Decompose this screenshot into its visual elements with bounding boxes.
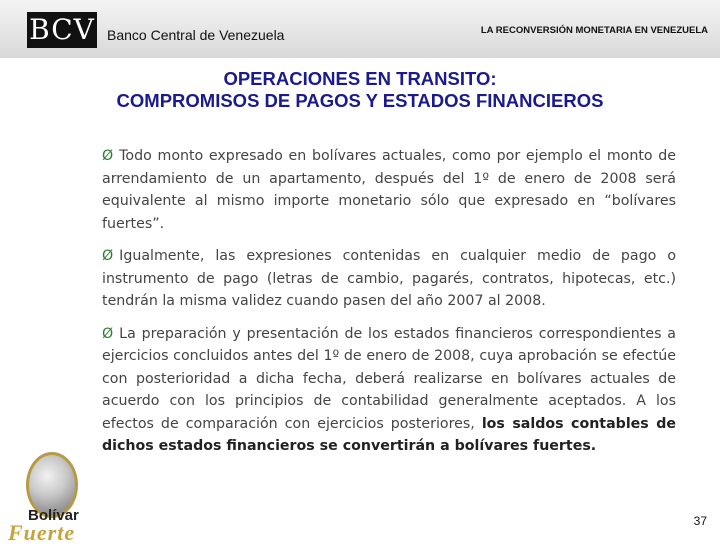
presentation-title: LA RECONVERSIÓN MONETARIA EN VENEZUELA: [480, 25, 708, 36]
bank-name: Banco Central de Venezuela: [107, 27, 285, 43]
bullet-paragraph-2: [102, 245, 676, 313]
bullet-list: [102, 145, 676, 468]
bullet-text-2: Igualmente, las expresiones contenidas en cualquier medio de pago o instrumento de pago (letras de cambio, pagarés, contratos, hipotecas, etc.) tendrán la misma validez cuando pasen del año 2007 al 2008.: [102, 248, 676, 309]
brand-label-bolivar: Bolívar: [28, 507, 79, 524]
brand-label-fuerte: Fuerte: [8, 520, 76, 545]
slide-title-line1: OPERACIONES EN TRANSITO:: [223, 68, 497, 89]
page-number: 37: [693, 514, 707, 528]
slide-title: [0, 68, 720, 112]
bullet-paragraph-3: [102, 323, 676, 458]
arrow-bullet-icon: Ø: [102, 148, 114, 164]
bullet-paragraph-1: [102, 145, 676, 235]
bullet-text-3-bold: los saldos contables de dichos estados financieros se convertirán a bolívares fuertes.: [102, 415, 677, 454]
arrow-bullet-icon: Ø: [102, 248, 114, 264]
bullet-text-1: Todo monto expresado en bolívares actuales, como por ejemplo el monto de arrendamiento de un apartamento, después del 1º de enero de 2008 será equivalente al mismo importe monetario sólo que expresado en “bolívares fuertes”.: [102, 148, 676, 232]
bcv-logo: BCV: [27, 12, 97, 48]
bullet-text-3: La preparación y presentación de los estados financieros correspondientes a ejercicios concluidos antes del 1º de enero de 2008, cuya aprobación se efectúe con posterioridad a dicha fecha, deberá realizarse en bolívares actuales de acuerdo con los principios de contabilidad generalmente aceptados. A los efectos de comparación con ejercicios posteriores,: [102, 325, 676, 432]
arrow-bullet-icon: Ø: [102, 325, 114, 342]
slide-title-line2: COMPROMISOS DE PAGOS Y ESTADOS FINANCIEROS: [116, 90, 604, 111]
